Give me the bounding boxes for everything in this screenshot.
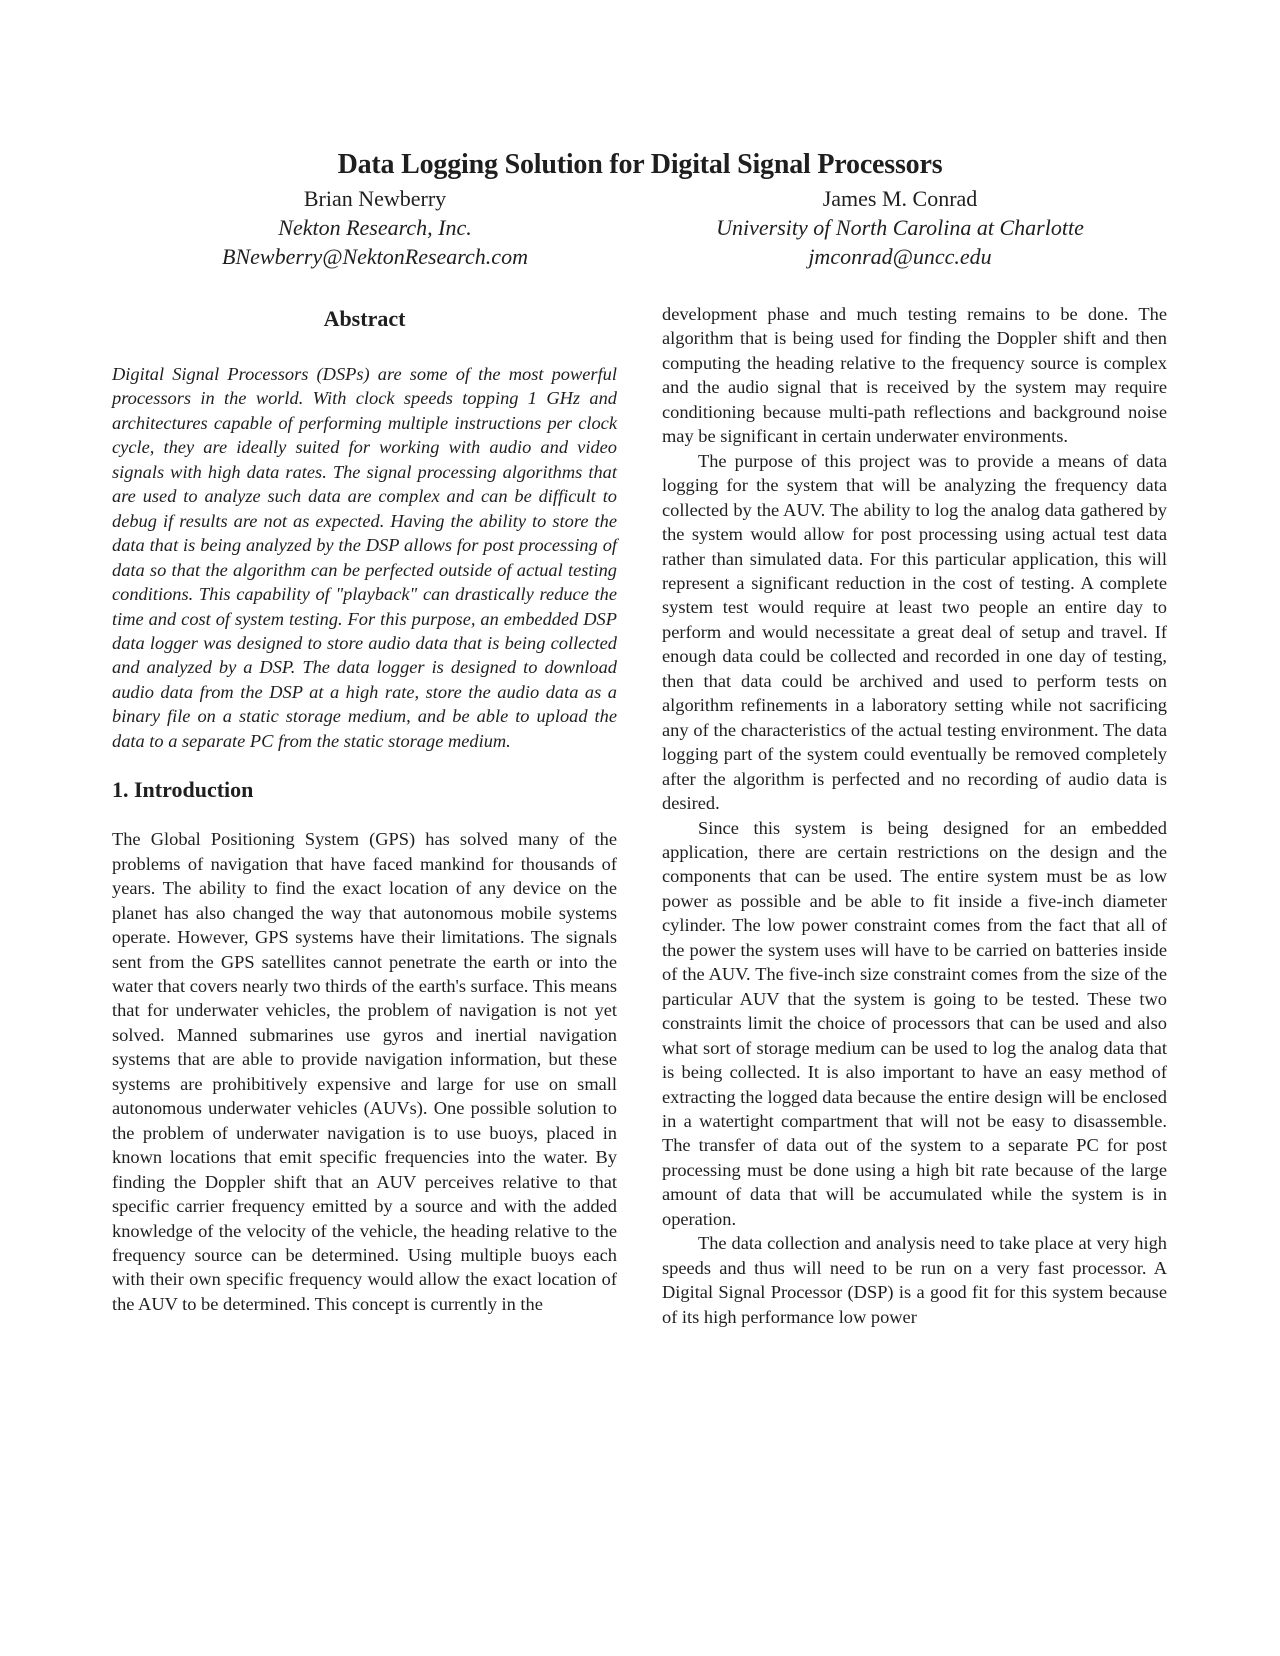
body-paragraph: Since this system is being designed for an embedded application, there are certain restrictions on the design and the components that can be used. The entire system must be as low power as possible and be able to fit inside a five-inch diameter cylinder. The low power constraint comes from the fact that all of the power the system uses will have to be carried on batteries inside of the AUV. The five-inch size constraint comes from the size of the particular AUV that the system is going to be tested. These two constraints limit the choice of processors that can be used and also what sort of storage medium can be used to log the analog data that is being collected. It is also important to have an easy method of extracting the logged data because the entire design will be enclosed in a watertight compartment that will not be easy to disassemble. The transfer of data out of the system to a separate PC for post processing must be done using a high bit rate because of the large amount of data that will be accumulated while the system is in operation. (662, 817, 1167, 1229)
body-paragraph: The data collection and analysis need to take place at very high speeds and thus will need to be run on a very fast processor. A Digital Signal Processor (DSP) is a good fit for this system because of its high performance low power (662, 1233, 1167, 1327)
author-block-1 (115, 184, 635, 271)
author-affiliation: University of North Carolina at Charlotte (716, 215, 1084, 240)
author-name: James M. Conrad (822, 186, 978, 211)
author-affiliation: Nekton Research, Inc. (278, 215, 472, 240)
body-paragraph: The purpose of this project was to provide a means of data logging for the system that will be analyzing the frequency data collected by the AUV. The ability to log the analog data gathered by the system would allow for post processing using actual test data rather than simulated data. For this particular application, this will represent a significant reduction in the cost of testing. A complete system test would require at least two people an entire day to perform and would necessitate a great deal of setup and travel. If enough data could be collected and recorded in one day of testing, then that data could be archived and used to perform tests on algorithm refinements in a laboratory setting while not sacrificing any of the characteristics of the actual testing environment. The data logging part of the system could eventually be removed completely after the algorithm is perfected and no recording of audio data is desired. (662, 450, 1167, 814)
abstract-heading: Abstract (323, 306, 406, 331)
right-column (662, 302, 1167, 1329)
author-block-2 (640, 184, 1160, 271)
author-name: Brian Newberry (303, 186, 447, 211)
author-email: jmconrad@uncc.edu (808, 244, 992, 269)
author-email: BNewberry@NektonResearch.com (222, 244, 528, 269)
body-paragraph: development phase and much testing remains to be done. The algorithm that is being used for finding the Doppler shift and then computing the heading relative to the frequency source is complex and the audio signal that is received by the system may require conditioning because multi-path reflections and background noise may be significant in certain underwater environments. (662, 304, 1167, 447)
abstract-text: Digital Signal Processors (DSPs) are some of the most powerful processors in the world. With clock speeds topping 1 GHz and architectures capable of performing multiple instructions per clock cycle, they are ideally suited for working with audio and video signals with high data rates. The signal processing algorithms that are used to analyze such data are complex and can be difficult to debug if results are not as expected. Having the ability to store the data that is being analyzed by the DSP allows for post processing of data so that the algorithm can be perfected outside of actual testing conditions. This capability of "playback" can drastically reduce the time and cost of system testing. For this purpose, an embedded DSP data logger was designed to store audio data that is being collected and analyzed by a DSP. The data logger is designed to download audio data from the DSP at a high rate, store the audio data as a binary file on a static storage medium, and be able to upload the data to a separate PC from the static storage medium. (112, 364, 617, 751)
intro-paragraph: The Global Positioning System (GPS) has solved many of the problems of navigation that have faced mankind for thousands of years. The ability to find the exact location of any device on the planet has also changed the way that autonomous mobile systems operate. However, GPS systems have their limitations. The signals sent from the GPS satellites cannot penetrate the earth or into the water that covers nearly two thirds of the earth's surface. This means that for underwater vehicles, the problem of navigation is not yet solved. Manned submarines use gyros and inertial navigation systems that are able to provide navigation information, but these systems are prohibitively expensive and large for use on small autonomous underwater vehicles (AUVs). One possible solution to the problem of underwater navigation is to use buoys, placed in known locations that emit specific frequencies into the water. By finding the Doppler shift that an AUV perceives relative to that specific carrier frequency emitted by a source and with the added knowledge of the velocity of the vehicle, the heading relative to the frequency source can be determined. Using multiple buoys each with their own specific frequency would allow the exact location of the AUV to be determined. This concept is currently in the (112, 829, 617, 1314)
paper-title: Data Logging Solution for Digital Signal Processors (337, 149, 943, 180)
left-column (112, 302, 617, 1316)
section-heading-introduction: 1. Introduction (112, 777, 254, 803)
